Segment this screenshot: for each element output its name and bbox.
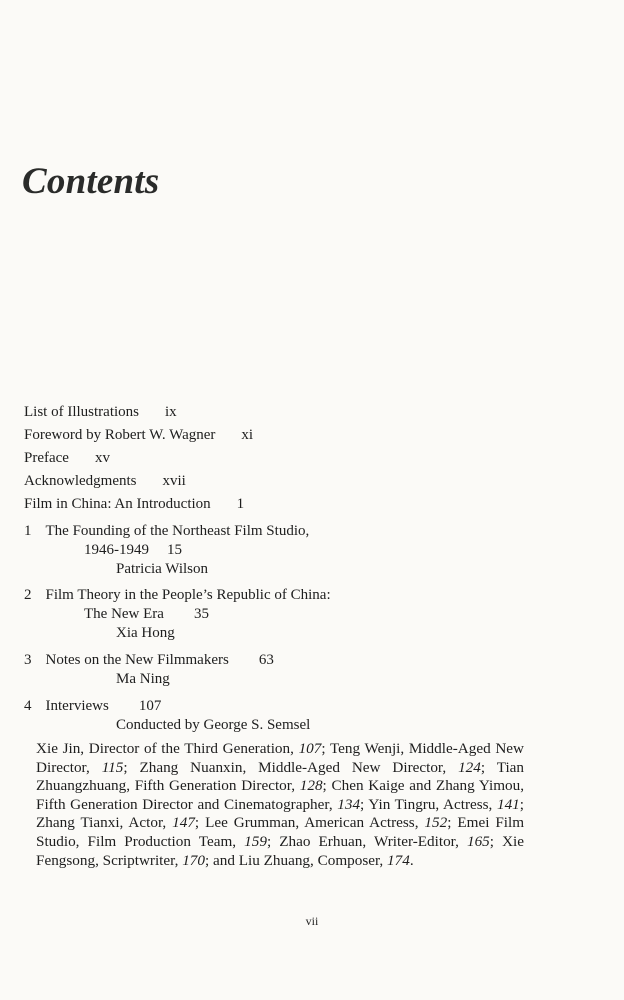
entry-title: Foreword by Robert W. Wagner bbox=[24, 427, 216, 443]
chapter-page: 107 bbox=[138, 698, 162, 714]
entry-title: Film in China: An Introduction bbox=[24, 496, 211, 512]
interview-entry[interactable]: Yin Tingru, Actress, 141; bbox=[368, 795, 524, 813]
toc-entry-list-of-illustrations[interactable] bbox=[24, 402, 177, 422]
interview-entry[interactable]: Emei Film Studio, Film Production Team, 159; bbox=[36, 814, 525, 850]
entry-title: List of Illustrations bbox=[24, 404, 139, 420]
interview-entry[interactable]: Chen Kaige and Zhang Yimou, Fifth Generation Director and Cinematographer, 134; bbox=[36, 777, 525, 813]
chapter-number: 4 bbox=[24, 698, 32, 714]
entry-page: ix bbox=[165, 404, 177, 420]
chapter-author: Patricia Wilson bbox=[116, 561, 209, 577]
chapter-number: 3 bbox=[24, 652, 32, 668]
toc-chapter-1-continuation bbox=[84, 540, 182, 560]
chapter-title: Notes on the New Filmmakers bbox=[45, 652, 229, 668]
entry-title: Preface bbox=[24, 450, 69, 466]
chapter-author: Ma Ning bbox=[116, 671, 170, 687]
chapter-page: 35 bbox=[193, 606, 209, 622]
entry-page: xvii bbox=[162, 473, 186, 489]
interview-entry[interactable]: Zhang Tianxi, Actor, 147; bbox=[36, 814, 200, 832]
toc-chapter-3[interactable] bbox=[24, 650, 274, 670]
interview-entry[interactable]: Teng Wenji, Middle-Aged New Director, 115; bbox=[36, 740, 524, 776]
interview-list bbox=[36, 740, 524, 870]
entry-page: xv bbox=[94, 450, 110, 466]
entry-page: 1 bbox=[236, 496, 245, 512]
chapter-title: Interviews bbox=[45, 698, 109, 714]
entry-title: Acknowledgments bbox=[24, 473, 137, 489]
chapter-title: The Founding of the Northeast Film Studio, bbox=[45, 523, 310, 539]
page-number: vii bbox=[305, 914, 319, 928]
chapter-author: Xia Hong bbox=[116, 625, 175, 641]
chapter-title: Film Theory in the People’s Republic of China: bbox=[45, 587, 331, 603]
interview-entry[interactable]: Lee Grumman, American Actress, 152; bbox=[205, 814, 452, 832]
interview-entry[interactable]: Zhao Erhuan, Writer-Editor, 165; bbox=[279, 832, 494, 850]
chapter-number: 2 bbox=[24, 587, 32, 603]
chapter-number: 1 bbox=[24, 523, 32, 539]
toc-chapter-2[interactable] bbox=[24, 585, 331, 605]
chapter-page: 15 bbox=[167, 542, 182, 558]
chapter-page: 63 bbox=[258, 652, 274, 668]
toc-entry-preface[interactable] bbox=[24, 448, 110, 468]
toc-entry-acknowledgments[interactable] bbox=[24, 471, 186, 491]
toc-chapter-2-continuation bbox=[84, 604, 209, 624]
toc-chapter-1[interactable] bbox=[24, 521, 309, 541]
chapter-title-continued: The New Era bbox=[84, 606, 164, 622]
interview-entry[interactable]: Zhang Nuanxin, Middle-Aged New Director, 124; bbox=[139, 758, 486, 776]
contents-heading: Contents bbox=[22, 161, 160, 202]
chapter-title-continued: 1946-1949 bbox=[84, 542, 149, 558]
interview-entry[interactable]: Xie Fengsong, Scriptwriter, 170; bbox=[36, 832, 525, 869]
toc-entry-introduction[interactable] bbox=[24, 494, 244, 514]
interview-entry[interactable]: and Liu Zhuang, Composer, 174. bbox=[213, 851, 414, 869]
chapter-author: Conducted by George S. Semsel bbox=[116, 717, 311, 733]
toc-chapter-4[interactable] bbox=[24, 696, 161, 716]
interview-entry[interactable]: Tian Zhuangzhuang, Fifth Generation Director, 128; bbox=[36, 758, 525, 795]
toc-entry-foreword[interactable] bbox=[24, 425, 253, 445]
entry-page: xi bbox=[241, 427, 254, 443]
interview-entry[interactable]: Xie Jin, Director of the Third Generation, 107; bbox=[36, 740, 326, 757]
